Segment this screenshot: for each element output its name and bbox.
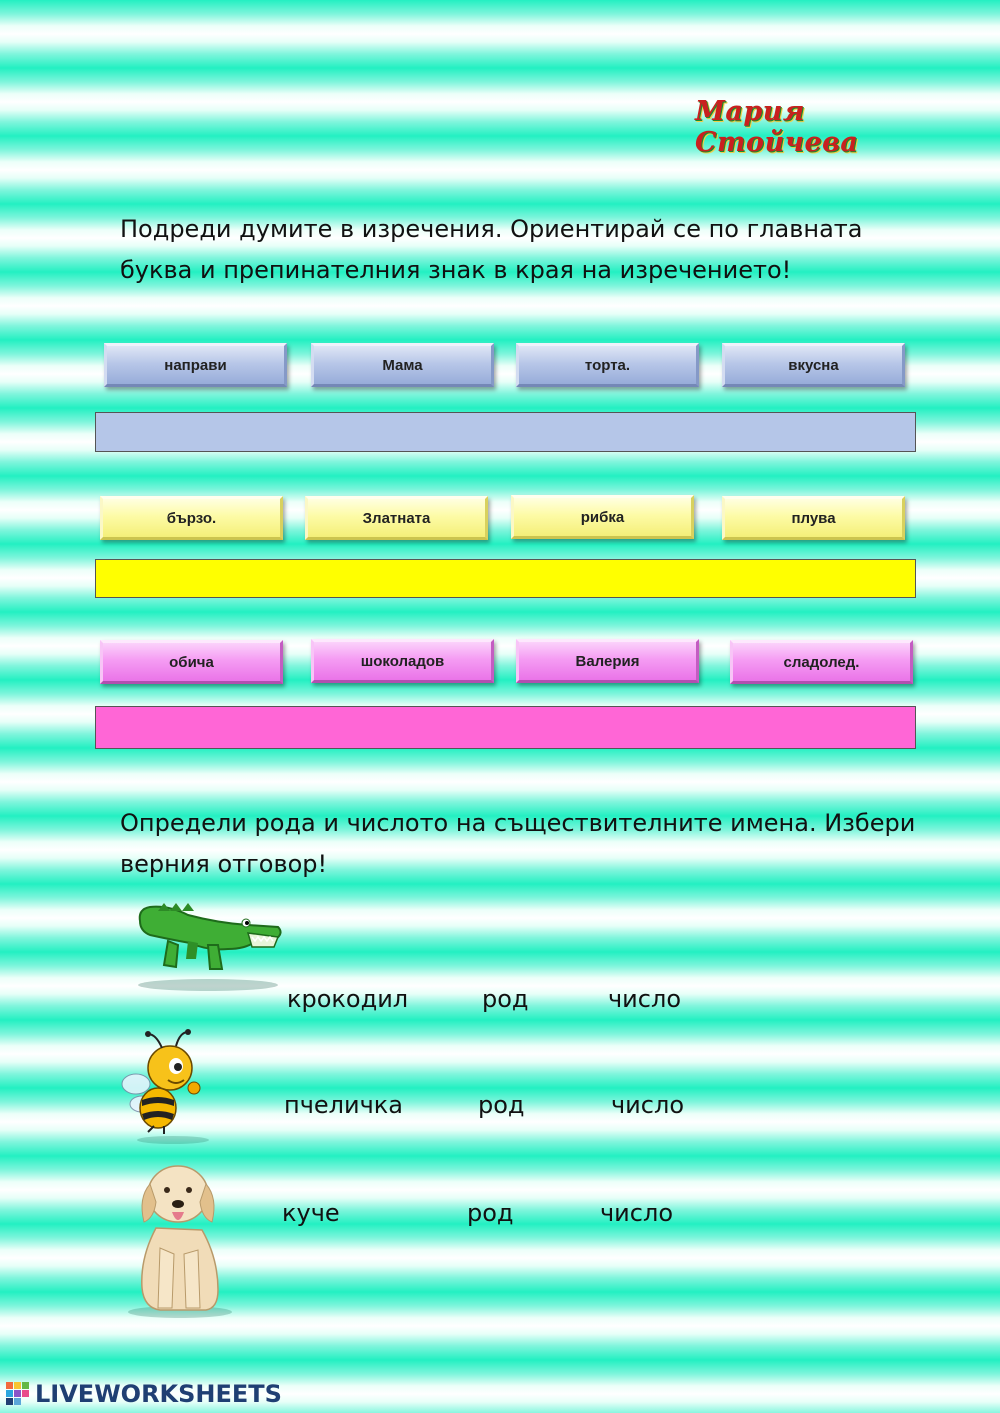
logo-text: LIVEWORKSHEETS <box>35 1380 282 1408</box>
task1-instruction-line2: буква и препинателния знак в края на изречението! <box>120 256 792 284</box>
liveworksheets-logo-icon <box>6 1380 32 1408</box>
gender-dropdown[interactable]: род <box>467 1199 514 1227</box>
sentence-answer-box-1[interactable] <box>95 412 916 452</box>
liveworksheets-logo <box>6 1380 282 1408</box>
word-tile[interactable]: вкусна <box>722 343 905 387</box>
task1-instruction <box>120 209 950 291</box>
noun-word: пчеличка <box>284 1091 403 1119</box>
word-tile[interactable]: Златната <box>305 496 488 540</box>
word-tile[interactable]: плува <box>722 496 905 540</box>
number-dropdown[interactable]: число <box>608 985 681 1013</box>
gender-dropdown[interactable]: род <box>478 1091 525 1119</box>
word-tile[interactable]: направи <box>104 343 287 387</box>
number-dropdown[interactable]: число <box>611 1091 684 1119</box>
word-tile[interactable]: шоколадов <box>311 639 494 683</box>
sentence-answer-box-3[interactable] <box>95 706 916 749</box>
sentence-answer-box-2[interactable] <box>95 559 916 598</box>
word-tile[interactable]: сладолед. <box>730 640 913 684</box>
task2-instruction <box>120 803 950 885</box>
crocodile-image <box>128 893 288 993</box>
gender-dropdown[interactable]: род <box>482 985 529 1013</box>
noun-word: куче <box>282 1199 340 1227</box>
number-dropdown[interactable]: число <box>600 1199 673 1227</box>
noun-word: крокодил <box>287 985 409 1013</box>
author-name: Мария Стойчева <box>695 96 859 158</box>
word-tile[interactable]: обича <box>100 640 283 684</box>
task1-instruction-line1: Подреди думите в изречения. Ориентирай се по главната <box>120 215 863 243</box>
word-tile[interactable]: Мама <box>311 343 494 387</box>
task2-instruction-line2: верния отговор! <box>120 850 328 878</box>
word-tile[interactable]: бързо. <box>100 496 283 540</box>
bee-image <box>118 1028 218 1146</box>
task2-instruction-line1: Определи рода и числото на съществителните имена. Избери <box>120 809 916 837</box>
word-tile[interactable]: рибка <box>511 495 694 539</box>
dog-image <box>120 1158 240 1320</box>
word-tile[interactable]: Валерия <box>516 639 699 683</box>
word-tile[interactable]: торта. <box>516 343 699 387</box>
